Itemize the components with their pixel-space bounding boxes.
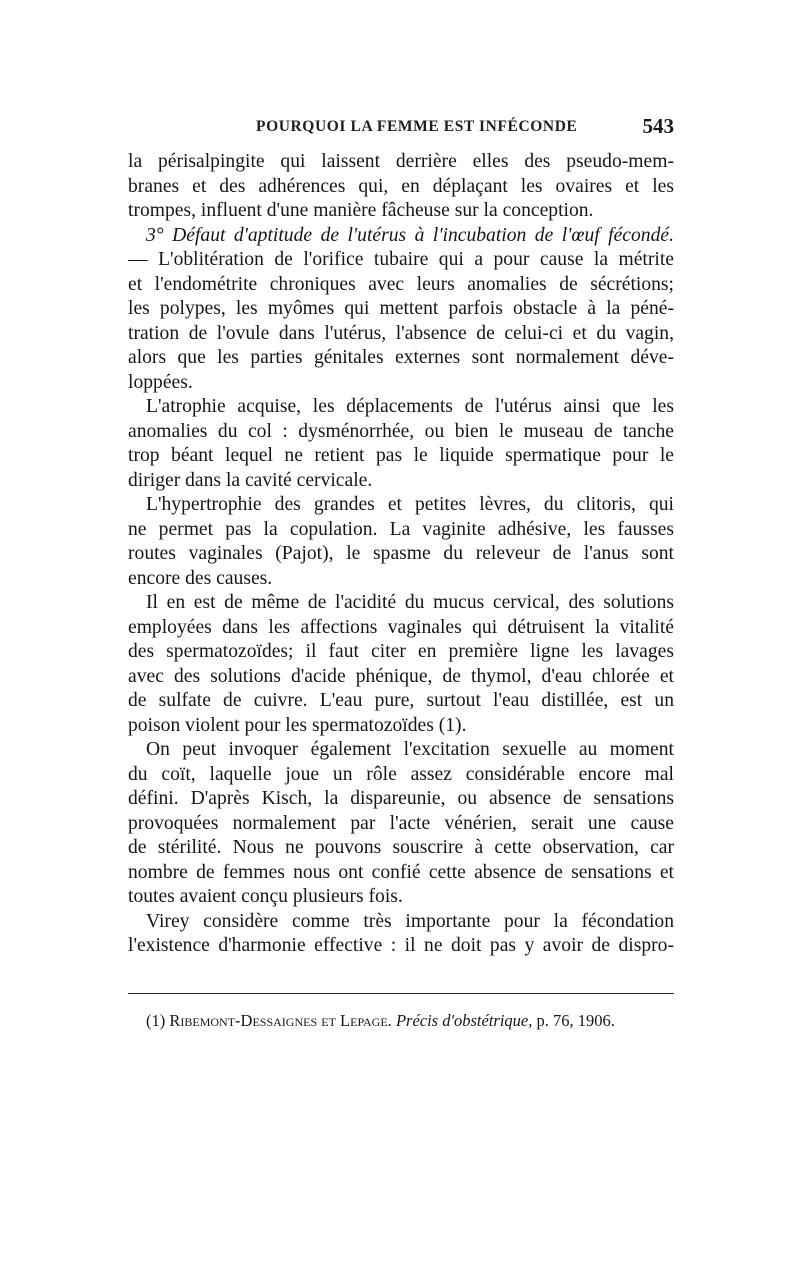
text-line: de sulfate de cuivre. L'eau pure, surtout l'eau distillée, est un: [128, 690, 674, 711]
text-line: toutes avaient conçu plusieurs fois.: [128, 886, 403, 907]
text-line: encore des causes.: [128, 567, 273, 589]
text-line: anomalies du col : dysménorrhée, ou bien le museau de tanche: [128, 420, 674, 442]
text-line: défini. D'après Kisch, la dispareunie, ou absence de sensations: [128, 788, 674, 809]
text-line: — L'oblitération de l'orifice tubaire qui a pour cause la métrite: [128, 249, 674, 270]
text-line: les polypes, les myômes qui mettent parfois obstacle à la péné-: [128, 298, 674, 319]
text-line: routes vaginales (Pajot), le spasme du releveur de l'anus sont: [128, 543, 674, 564]
text-line: employées dans les affections vaginales qui détruisent la vitalité: [128, 616, 674, 638]
footnote-marker: (1): [146, 1011, 166, 1030]
running-title: POURQUOI LA FEMME EST INFÉCONDE: [256, 118, 578, 135]
running-head: [128, 116, 674, 140]
footnote-details: p. 76, 1906.: [536, 1011, 615, 1030]
footnote: [146, 1010, 674, 1032]
text-line: Virey considère comme très importante pour la fécondation: [146, 910, 674, 932]
body-text: [128, 150, 674, 959]
text-line: L'atrophie acquise, les déplacements de l'utérus ainsi que les: [146, 396, 674, 417]
text-line: trompes, influent d'une manière fâcheuse sur la conception.: [128, 200, 594, 221]
text-line: la périsalpingite qui laissent derrière elles des pseudo-mem-: [128, 151, 674, 172]
text-line: tration de l'ovule dans l'utérus, l'absence de celui-ci et du vagin,: [128, 322, 674, 344]
text-line: Il en est de même de l'acidité du mucus cervical, des solutions: [146, 592, 674, 613]
footnote-title: Précis d'obstétrique,: [395, 1011, 533, 1030]
section-heading-line: 3° Défaut d'aptitude de l'utérus à l'incubation de l'œuf fécondé.: [146, 224, 674, 246]
text-line: branes et des adhérences qui, en déplaçant les ovaires et les: [128, 175, 674, 197]
text-line: L'hypertrophie des grandes et petites lèvres, du clitoris, qui: [146, 494, 674, 515]
text-line: trop béant lequel ne retient pas le liquide spermatique pour le: [128, 445, 674, 466]
text-line: nombre de femmes nous ont confié cette absence de sensations et: [128, 861, 674, 883]
text-line: loppées.: [128, 371, 193, 393]
text-line: des spermatozoïdes; il faut citer en première ligne les lavages: [128, 641, 674, 662]
text-line: poison violent pour les spermatozoïdes (1).: [128, 714, 467, 736]
text-line: provoquées normalement par l'acte vénérien, serait une cause: [128, 812, 674, 834]
text-line: l'existence d'harmonie effective : il ne doit pas y avoir de dispro-: [128, 935, 674, 956]
text-line: ne permet pas la copulation. La vaginite adhésive, les fausses: [128, 518, 674, 540]
text-line: diriger dans la cavité cervicale.: [128, 469, 373, 491]
text-line: avec des solutions d'acide phénique, de thymol, d'eau chlorée et: [128, 665, 674, 687]
text-line: On peut invoquer également l'excitation sexuelle au moment: [146, 739, 674, 760]
text-line: et l'endométrite chroniques avec leurs anomalies de sécrétions;: [128, 273, 674, 295]
footnote-rule: [128, 993, 674, 994]
text-line: alors que les parties génitales externes sont normalement déve-: [128, 347, 674, 368]
text-line: du coït, laquelle joue un rôle assez considérable encore mal: [128, 763, 674, 785]
text-line: de stérilité. Nous ne pouvons souscrire à cette observation, car: [128, 837, 674, 858]
footnote-authors: Ribemont-Dessaignes et Lepage.: [169, 1011, 392, 1030]
page-number: 543: [642, 114, 674, 138]
